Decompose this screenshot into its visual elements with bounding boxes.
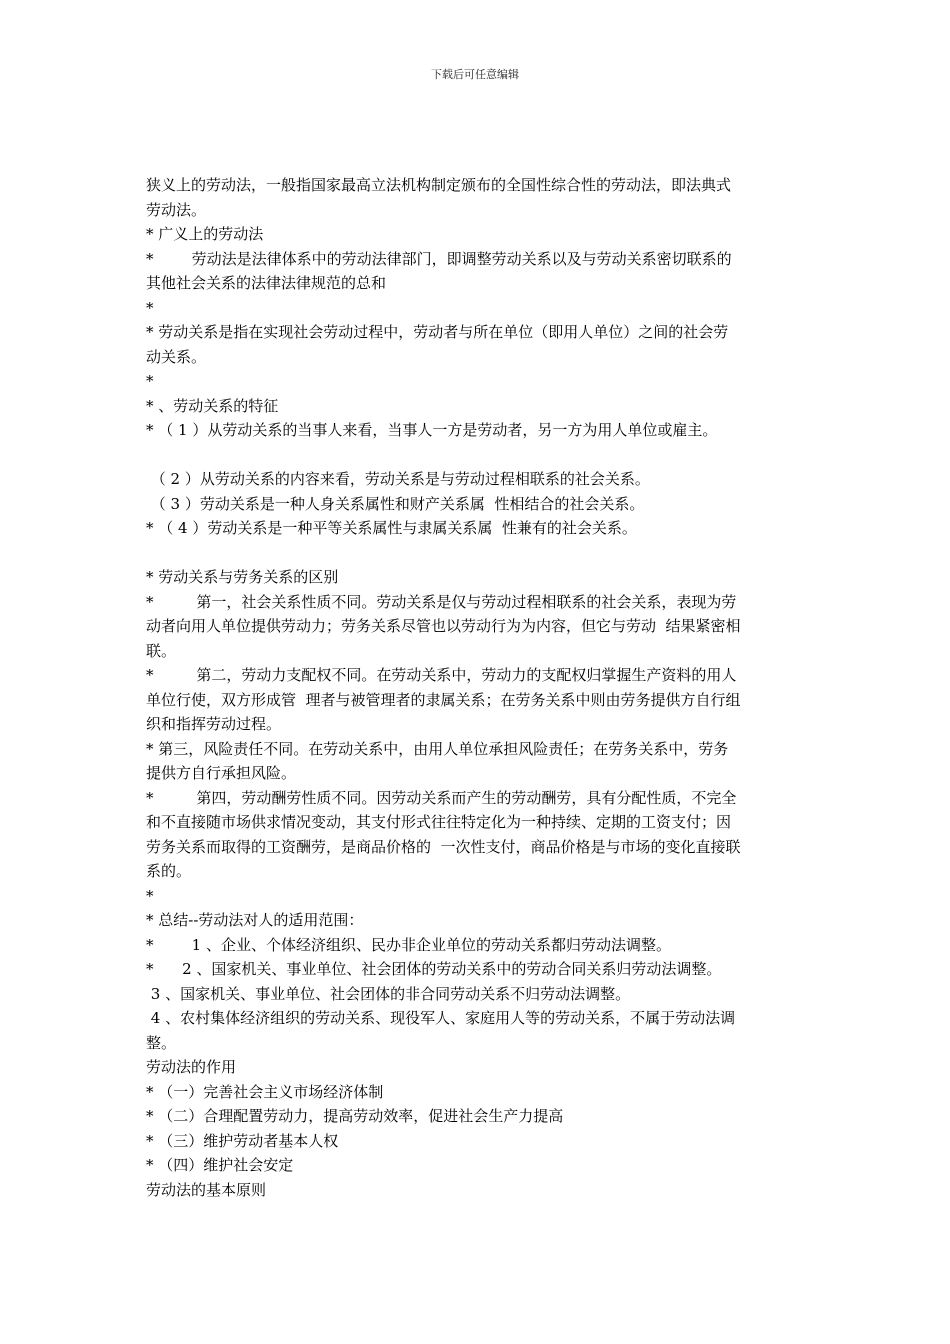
text-line: 单位行使，双方形成管 理者与被管理者的隶属关系；在劳务关系中则由劳务提供方自行组 (146, 690, 741, 709)
text-line: * 劳动关系与劳务关系的区别 (146, 568, 339, 586)
text-line (146, 541, 810, 566)
text-line (146, 443, 810, 468)
text-line: （ 2 ）从劳动关系的内容来看，劳动关系是与劳动过程相联系的社会关系。 (146, 470, 650, 488)
text-line: * 2 、国家机关、事业单位、社会团体的劳动关系中的劳动合同关系归劳动法调整。 (146, 960, 722, 978)
text-line: * 、劳动关系的特征 (146, 396, 279, 415)
text-line: * （四）维护社会安定 (146, 1156, 294, 1174)
text-line: （ 3 ）劳动关系是一种人身关系属性和财产关系属 性相结合的社会关系。 (146, 494, 645, 513)
text-line: 动关系。 (146, 347, 207, 366)
text-line: * 第一，社会关系性质不同。劳动关系是仅与劳动过程相联系的社会关系，表现为劳 (146, 592, 737, 611)
text-line: 联。 (146, 641, 177, 660)
text-line: 狭义上的劳动法，一般指国家最高立法机构制定颁布的全国性综合性的劳动法，即法典式 (146, 176, 732, 194)
text-line: 劳动法的基本原则 (146, 1180, 267, 1199)
text-line: * (146, 372, 154, 390)
text-line: 劳动法的作用 (146, 1058, 237, 1076)
page-header: 下载后可任意编辑 (431, 68, 519, 81)
text-line: * （三）维护劳动者基本人权 (146, 1131, 339, 1150)
text-line: 动者向用人单位提供劳动力；劳务关系尽管也以劳动行为为内容，但它与劳动 结果紧密相 (146, 617, 741, 635)
text-line: * (146, 298, 154, 317)
text-line: 劳务关系而取得的工资酬劳，是商品价格的 一次性支付，商品价格是与市场的变化直接联 (146, 837, 741, 856)
text-line: 劳动法。 (146, 200, 207, 219)
text-line: * （二）合理配置劳动力，提高劳动效率，促进社会生产力提高 (146, 1107, 564, 1125)
text-line: * 1 、企业、个体经济组织、民办非企业单位的劳动关系都归劳动法调整。 (146, 935, 671, 954)
text-line: 提供方自行承担风险。 (146, 764, 297, 782)
text-line: 系的。 (146, 862, 192, 880)
text-line: 4 、农村集体经济组织的劳动关系、现役军人、家庭用人等的劳动关系，不属于劳动法调 (146, 1009, 736, 1027)
text-line: 和不直接随市场供求情况变动，其支付形式往往特定化为一种持续、定期的工资支付；因 (146, 813, 732, 831)
text-line: * （ 1 ）从劳动关系的当事人来看，当事人一方是劳动者，另一方为用人单位或雇主。 (146, 421, 718, 439)
text-line: * 劳动法是法律体系中的劳动法律部门，即调整劳动关系以及与劳动关系密切联系的 (146, 249, 732, 268)
text-line: 整。 (146, 1033, 177, 1052)
text-line: 其他社会关系的法律法律规范的总和 (146, 274, 387, 292)
text-line: * (146, 886, 154, 905)
text-line: * 广义上的劳动法 (146, 225, 264, 243)
text-line: 3 、国家机关、事业单位、社会团体的非合同劳动关系不归劳动法调整。 (146, 984, 631, 1003)
text-line: 织和指挥劳动过程。 (146, 715, 282, 733)
text-line: * 第三，风险责任不同。在劳动关系中，由用人单位承担风险责任；在劳务关系中，劳务 (146, 739, 729, 758)
text-line: * （一）完善社会主义市场经济体制 (146, 1082, 384, 1101)
text-line: * 第四，劳动酬劳性质不同。因劳动关系而产生的劳动酬劳，具有分配性质，不完全 (146, 788, 737, 807)
text-line: * 总结--劳动法对人的适用范围： (146, 911, 364, 929)
document-body (146, 173, 810, 1202)
text-line: * 第二，劳动力支配权不同。在劳动关系中，劳动力的支配权归掌握生产资料的用人 (146, 666, 737, 684)
text-line: * （ 4 ）劳动关系是一种平等关系属性与隶属关系属 性兼有的社会关系。 (146, 519, 637, 537)
text-line: * 劳动关系是指在实现社会劳动过程中，劳动者与所在单位（即用人单位）之间的社会劳 (146, 323, 729, 341)
